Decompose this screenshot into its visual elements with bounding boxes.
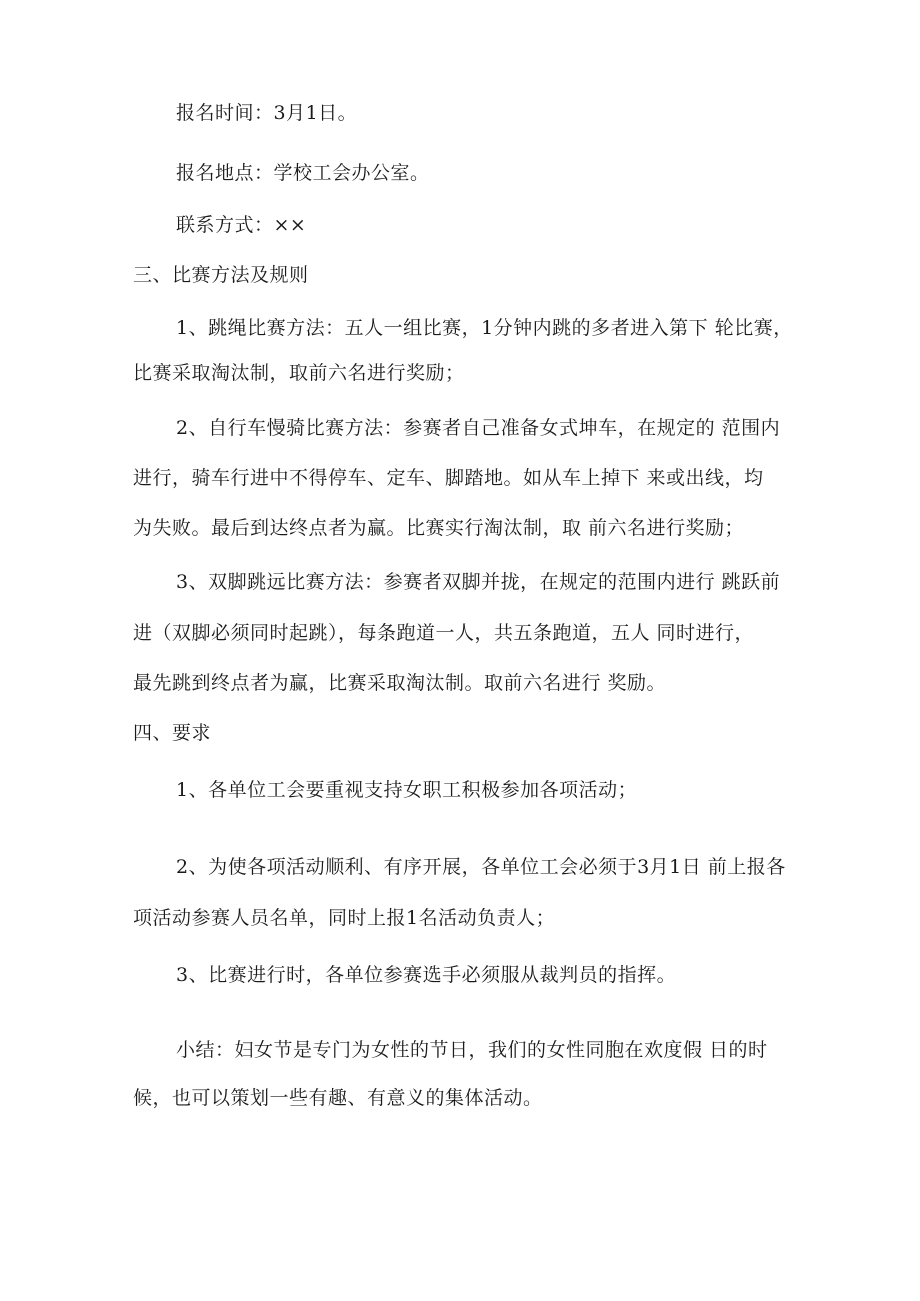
text-line: 三、比赛方法及规则 [133, 264, 309, 286]
text-line: 3、比赛进行时，各单位参赛选手必须服从裁判员的指挥。 [176, 964, 677, 986]
text-line: 报名时间：3月1日。 [176, 102, 358, 124]
text-line: 为失败。最后到达终点者为赢。比赛实行淘汰制，取 前六名进行奖励； [133, 517, 745, 539]
text-line: 报名地点：学校工会办公室。 [176, 162, 430, 184]
text-line: 最先跳到终点者为赢，比赛采取淘汰制。取前六名进行 奖励。 [133, 672, 667, 694]
text-line: 比赛采取淘汰制，取前六名进行奖励； [133, 362, 465, 384]
text-line: 进行，骑车行进中不得停车、定车、脚踏地。如从车上掉下 来或出线，均 [133, 467, 764, 489]
text-line: 2、自行车慢骑比赛方法：参赛者自己准备女式坤车，在规定的 范围内 [176, 417, 781, 439]
text-line: 四、要求 [133, 722, 212, 744]
text-line: 候，也可以策划一些有趣、有意义的集体活动。 [133, 1087, 543, 1109]
text-line: 进（双脚必须同时起跳），每条跑道一人，共五条跑道，五人 同时进行， [133, 622, 755, 644]
text-line: 1、跳绳比赛方法：五人一组比赛，1分钟内跳的多者进入第下 轮比赛， [176, 317, 793, 339]
text-line: 联系方式：×× [176, 214, 307, 236]
text-line: 1、各单位工会要重视支持女职工积极参加各项活动； [176, 779, 638, 801]
text-line: 小结：妇女节是专门为女性的节日，我们的女性同胞在欢度假 日的时 [176, 1039, 768, 1061]
text-line: 2、为使各项活动顺利、有序开展，各单位工会必须于3月1日 前上报各 [176, 856, 786, 878]
text-line: 3、双脚跳远比赛方法：参赛者双脚并拢，在规定的范围内进行 跳跃前 [176, 571, 781, 593]
text-line: 项活动参赛人员名单，同时上报1名活动负责人； [133, 907, 556, 929]
